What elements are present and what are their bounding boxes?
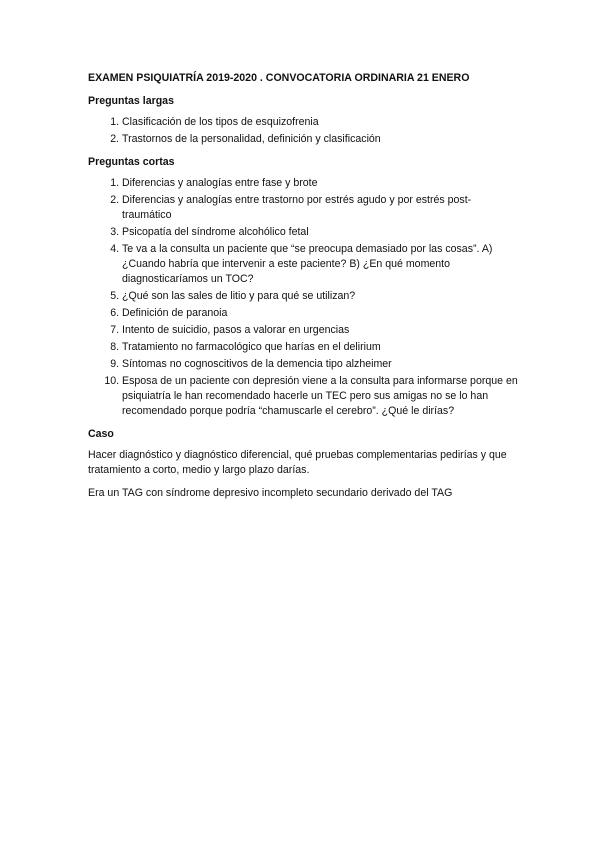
list-item: 4. Te va a la consulta un paciente que “se preocupa demasiado por las cosas”. A) ¿Cuando habría que intervenir a este paciente? B) ¿En qué momento diagnosticaríamos un TOC? (122, 242, 518, 287)
case-heading: Caso (88, 428, 114, 440)
list-item: 2. Diferencias y analogías entre trastorno por estrés agudo y por estrés post-traumático (122, 193, 518, 223)
list-item: 10. Esposa de un paciente con depresión viene a la consulta para informarse porque en psiquiatría le han recomendado hacerle un TEC pero sus amigas no se lo han recomendado porque podría “chamuscarle el cerebro”. ¿Qué le dirías? (122, 374, 518, 419)
list-item: 5. ¿Qué son las sales de litio y para qué se utilizan? (122, 289, 518, 304)
list-item: 7. Intento de suicidio, pasos a valorar en urgencias (122, 323, 518, 338)
short-questions-heading: Preguntas cortas (88, 156, 175, 168)
list-item: 1. Diferencias y analogías entre fase y brote (122, 176, 518, 191)
long-questions-heading: Preguntas largas (88, 95, 174, 107)
long-questions-list (88, 115, 518, 147)
list-item: 2. Trastornos de la personalidad, definición y clasificación (122, 132, 518, 147)
document-title: EXAMEN PSIQUIATRÍA 2019-2020 . CONVOCATORIA ORDINARIA 21 ENERO (88, 72, 470, 84)
case-question: Hacer diagnóstico y diagnóstico diferencial, qué pruebas complementarias pedirías y que tratamiento a corto, medio y largo plazo darías. (88, 449, 507, 476)
list-item: 9. Síntomas no cognoscitivos de la demencia tipo alzheimer (122, 357, 518, 372)
case-answer: Era un TAG con síndrome depresivo incompleto secundario derivado del TAG (88, 487, 453, 499)
list-item: 3. Psicopatía del síndrome alcohólico fetal (122, 225, 518, 240)
document-content (88, 71, 518, 509)
list-item: 6. Definición de paranoia (122, 306, 518, 321)
list-item: 8. Tratamiento no farmacológico que harías en el delirium (122, 340, 518, 355)
short-questions-list (88, 176, 518, 419)
list-item: 1. Clasificación de los tipos de esquizofrenia (122, 115, 518, 130)
